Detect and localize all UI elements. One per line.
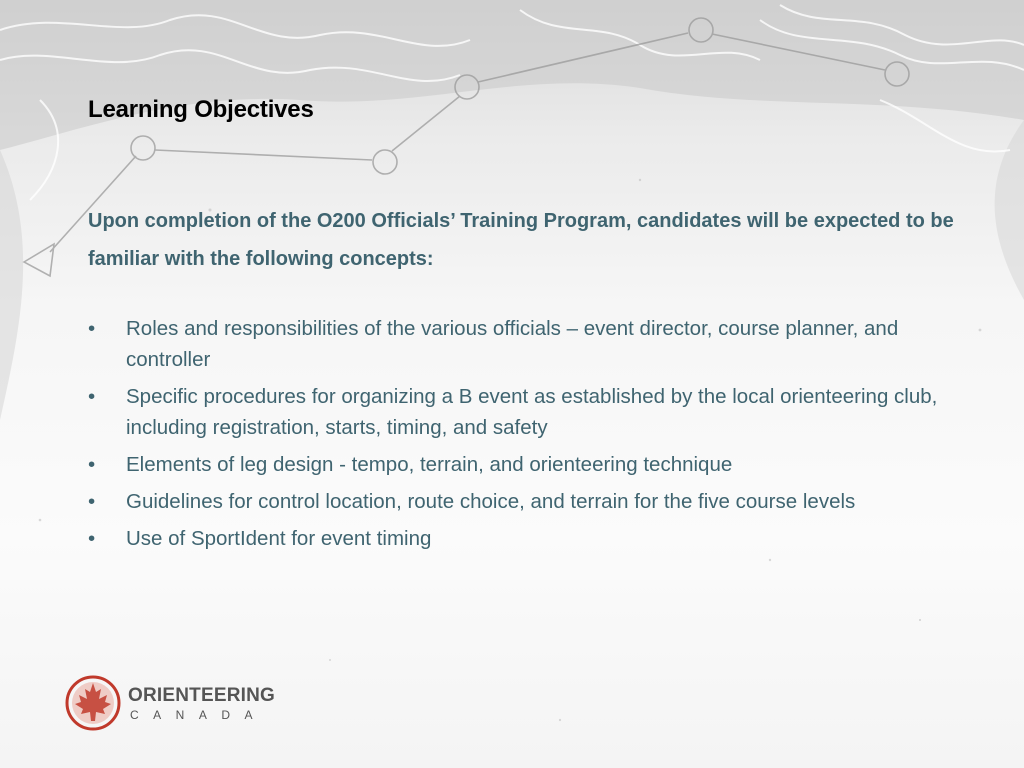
bullet-icon: • bbox=[88, 453, 96, 476]
logo-wordmark: ORIENTEERING bbox=[128, 685, 276, 706]
list-item bbox=[88, 313, 968, 375]
list-item-text: Guidelines for control location, route choice, and terrain for the five course levels bbox=[126, 490, 856, 513]
slide-title: Learning Objectives bbox=[88, 96, 314, 123]
orienteering-canada-logo bbox=[64, 674, 276, 734]
logo-subtitle: CANADA bbox=[130, 708, 268, 722]
bullet-icon: • bbox=[88, 317, 96, 340]
intro-text: Upon completion of the O200 Officials’ Training Program, candidates will be expected to be familiar with the following concepts: bbox=[88, 210, 954, 270]
list-item bbox=[88, 523, 968, 554]
bullet-icon: • bbox=[88, 490, 96, 513]
list-item bbox=[88, 486, 968, 517]
bullet-icon: • bbox=[88, 527, 96, 550]
list-item bbox=[88, 449, 968, 480]
list-item-text: Elements of leg design - tempo, terrain, and orienteering technique bbox=[126, 453, 733, 476]
maple-leaf-icon bbox=[64, 674, 122, 732]
list-item bbox=[88, 381, 968, 443]
list-item-text: Specific procedures for organizing a B event as established by the local orienteering club, including registration, starts, timing, and safety bbox=[126, 385, 938, 439]
bullet-icon: • bbox=[88, 385, 96, 408]
objectives-list bbox=[88, 313, 968, 560]
list-item-text: Roles and responsibilities of the various officials – event director, course planner, and controller bbox=[126, 317, 899, 371]
list-item-text: Use of SportIdent for event timing bbox=[126, 527, 432, 550]
